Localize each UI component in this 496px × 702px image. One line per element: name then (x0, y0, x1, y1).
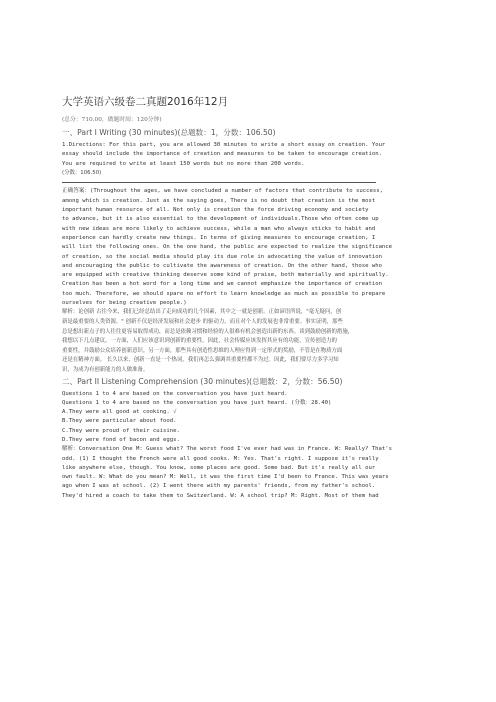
answer-line: to advance, but it is also essential to the development of individuals.Those who often come up (62, 216, 379, 223)
answer-line: 正确答案：(Throughout the ages, we have concluded a number of factors that contribute to success, (62, 188, 383, 195)
part1-directions (62, 141, 438, 169)
option-c (62, 427, 438, 436)
answer-line: of creation, so the social media should play its due role in advocating the value of innovation (62, 253, 382, 260)
part1-score: (分数：106.50) (62, 169, 102, 176)
answer-line: Creation has been a hot word for a long time and we cannot emphasize the importance of creation (62, 281, 382, 288)
transcript-line: odd. (1) I thought the French were all good cooks. M: Yes. That's right. I suppose it's really (62, 455, 379, 462)
transcript-line: like anywhere else, though. You know, some places are good. Some bad. But it's really all our (62, 464, 376, 471)
analysis-line: 重要性，并鼓励公众培养创新意识。另一方面，那些具有创造性思维的人理应得到一定形式的奖励，不管是在物质方面 (62, 347, 343, 354)
answer-line: ourselves for being creative people.) (62, 300, 187, 307)
analysis-line: 识，为成为有创新能力的人做准备。 (62, 366, 149, 373)
directions-line: You are required to write at least 150 words but no more than 200 words. (62, 160, 305, 167)
option-d (62, 436, 438, 445)
document-title: 大学英语六级卷二真题2016年12月 (62, 96, 229, 108)
transcript-line: They'd hired a coach to take them to Switzerland. W: A school trip? M: Right. Most of them had (62, 492, 379, 499)
answer-line: and encouraging the public to cultivate the awareness of creation. On the other hand, those who (62, 262, 382, 269)
option-text: D.They were fond of bacon and eggs. (62, 436, 180, 443)
answer-line: important human resource of all. Not only is creation the force driving economy and society (62, 207, 369, 214)
analysis-line: 新是最重要的人类资源。" 创新不仅是经济发展和社会进步 的驱动力，而且对个人的发展也非常重要。事实证明，那些 (62, 318, 343, 325)
question-intro-scored: Questions 1 to 4 are based on the conversation you have just heard. (分数：28.40) (62, 399, 332, 406)
transcript-line: 解析：Conversation One M: Guess what? The worst food I've ever had was in France. W: Really? That's (62, 446, 392, 453)
document-body (62, 94, 438, 501)
question-intro: Questions 1 to 4 are based on the conversation you have just heard. (62, 390, 288, 397)
option-text: B.They were particular about food. (62, 418, 177, 425)
analysis-line: 我想以下几点建议。一方面，人们应该意识到创新的重要性，因此，社会传媒应该发挥其应有的功能，宣传创造力的 (62, 338, 337, 345)
option-text: C.They were proud of their cuisine. (62, 427, 180, 434)
analysis-line: 解析：论创新 古往今来，我们已经总结出了走向成功的几个因素，其中之一就是创新。正如谚语所说，"毫无疑问，创 (62, 309, 342, 316)
answer-line: among which is creation. Just as the saying goes, There is no doubt that creation is the most (62, 197, 376, 204)
option-text: A.They were all good at cooking. (62, 409, 170, 416)
transcript-line: ago when I was at school. (2) I went there with my parents' friends, from my father's school. (62, 483, 376, 490)
directions-line: 1.Directions: For this part, you are allowed 30 minutes to write a short essay on creation. Your (62, 142, 386, 148)
answer-line: are equipped with creative thinking deserve some kind of praise, both materially and spiritually. (62, 272, 389, 279)
analysis-line: 总是想出新点子的人往往更容易取得成功，而总是依赖习惯和经验的人很难有机会创造出新的东西。谈到鼓励创新的措施， (62, 328, 354, 335)
part2-heading: 二、Part II Listening Comprehension (30 minutes)(总题数：2，分数：56.50) (62, 376, 343, 386)
exam-meta: (总分：710.00，做题时间：120分钟) (62, 117, 162, 123)
transcript (62, 445, 438, 501)
part1-heading: 一、Part I Writing (30 minutes)(总题数：1，分数：106.50) (62, 128, 276, 137)
answer-line: will list the following ones. On the one hand, the public are expected to realize the significance (62, 244, 393, 251)
directions-line: essay should include the importance of creation and measures to be taken to encourage creation. (62, 151, 382, 158)
option-b (62, 417, 438, 426)
answer-line: too much. Therefore, we should spare no effort to learn knowledge as much as possible to prepare (62, 290, 386, 297)
analysis-text (62, 308, 438, 375)
analysis-line: 还是在精神方面。 长久以来，创新一直是一个热词，我们再怎么强调其重要性都不为过。因此，我们要尽力多学习知 (62, 357, 339, 364)
model-answer (62, 187, 438, 308)
correct-mark: √ (173, 409, 177, 416)
transcript-line: own fault. W: What do you mean? M: Well, it was the first time I'd been to France. This was years (62, 474, 389, 481)
answer-options (62, 408, 438, 445)
divider-rule (62, 182, 376, 183)
answer-line: with new ideas are more likely to achieve success, while a man who always sticks to habit and (62, 225, 376, 232)
option-a (62, 408, 438, 417)
answer-line: experience can hardly create new things. In terms of giving measures to encourage creation, I (62, 234, 376, 241)
